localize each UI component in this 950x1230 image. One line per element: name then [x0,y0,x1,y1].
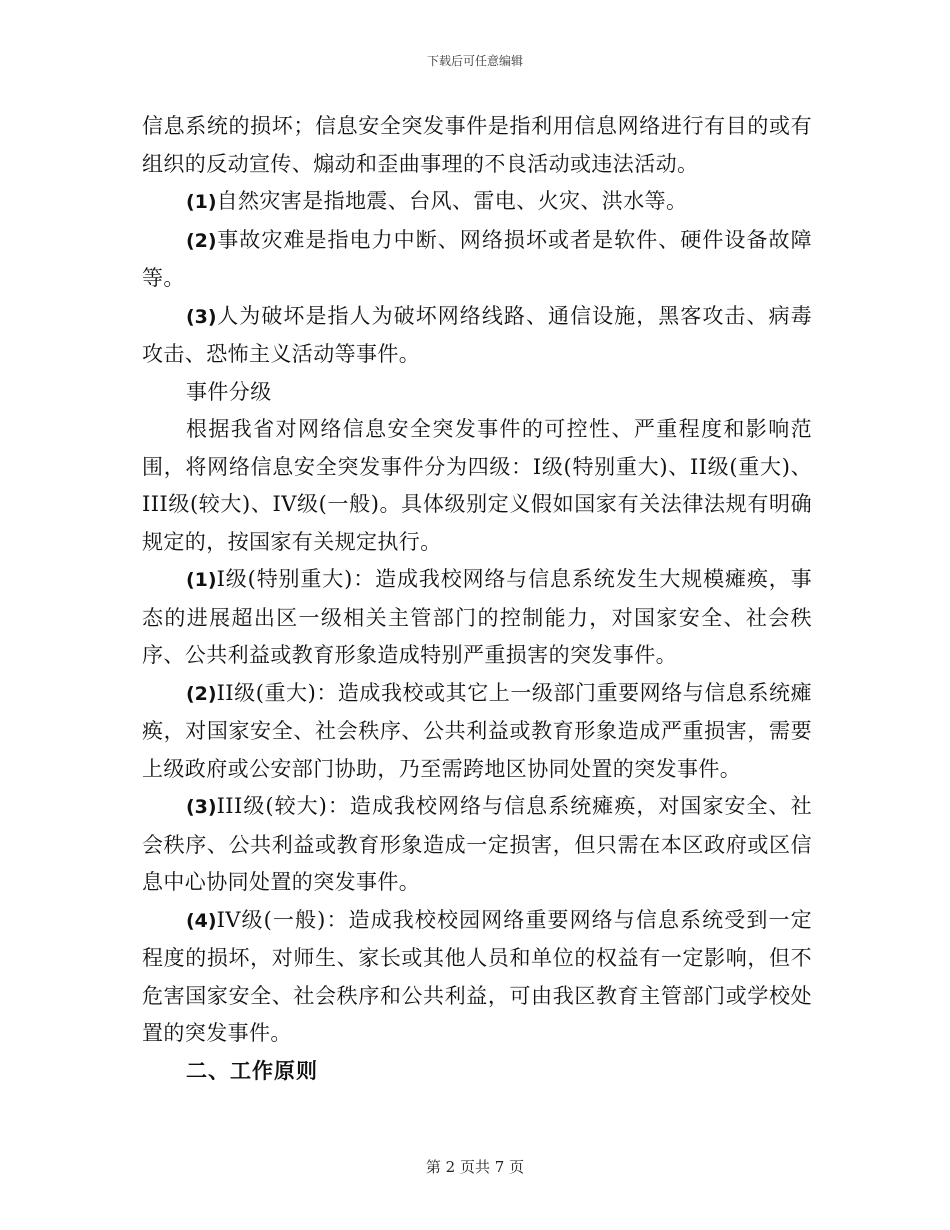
list-item-level-1 [142,561,812,675]
paragraph-text: 事故灾难是指电力中断、网络损坏或者是软件、硬件设备故障等。 [142,227,812,290]
list-number: (1) [186,569,217,591]
list-item-level-2 [142,675,812,789]
list-number: (4) [186,909,217,932]
paragraph-text: III级(较大)：造成我校网络与信息系统瘫痪，对国家安全、社会秩序、公共利益或教育形象造成一定损害，但只需在本区政府或区信息中心协同处置的突发事件。 [142,794,812,894]
list-item-natural-disaster [142,183,812,222]
paragraph-text: 人为破坏是指人为破坏网络线路、通信设施，黑客攻击、病毒攻击、恐怖主义活动等事件。 [142,303,812,366]
subheading-event-classification [142,374,812,412]
page-footer: 第 2 页共 7 页 [425,1158,525,1176]
paragraph-text: 自然灾害是指地震、台风、雷电、火灾、洪水等。 [216,189,688,213]
list-number: (1) [186,191,217,213]
section-heading: 二、工作原则 [186,1058,318,1083]
list-number: (2) [186,229,217,252]
paragraph-text: 信息系统的损坏；信息安全突发事件是指利用信息网络进行有目的或有组织的反动宣传、煽动和歪曲事理的不良活动或违法活动。 [142,114,812,176]
paragraph-text: I级(特别重大)：造成我校网络与信息系统发生大规模瘫痪，事态的进展超出区一级相关主管部门的控制能力，对国家安全、社会秩序、公共利益或教育形象造成特别严重损害的突发事件。 [142,567,812,667]
document-body [142,108,812,1090]
list-number: (3) [186,305,217,328]
paragraph-text: II级(重大)：造成我校或其它上一级部门重要网络与信息系统瘫痪，对国家安全、社会秩序、公共利益或教育形象造成严重损害，需要上级政府或公安部门协助，乃至需跨地区协同处置的突发事件。 [142,680,812,781]
list-item-accident-disaster [142,222,812,298]
list-item-level-3 [142,788,812,902]
page-header: 下载后可任意编辑 [426,54,523,68]
list-number: (3) [186,796,217,818]
paragraph-text: 根据我省对网络信息安全突发事件的可控性、严重程度和影响范围，将网络信息安全突发事件分为四级：I级(特别重大)、II级(重大)、III级(较大)、IV级(一般)。具体级别定义假如国家有关法律法规有明确规定的，按国家有关规定执行。 [142,417,812,554]
list-item-level-4 [142,902,812,1053]
list-item-human-damage [142,298,812,374]
list-number: (2) [186,682,217,705]
paragraph-classification-intro [142,411,812,561]
paragraph-continuation [142,108,812,183]
paragraph-text: IV级(一般)：造成我校校园网络重要网络与信息系统受到一定程度的损坏，对师生、家长或其他人员和单位的权益有一定影响，但不危害国家安全、社会秩序和公共利益，可由我区教育主管部门或学校处置的突发事件。 [142,907,812,1045]
paragraph-text: 事件分级 [186,379,272,404]
